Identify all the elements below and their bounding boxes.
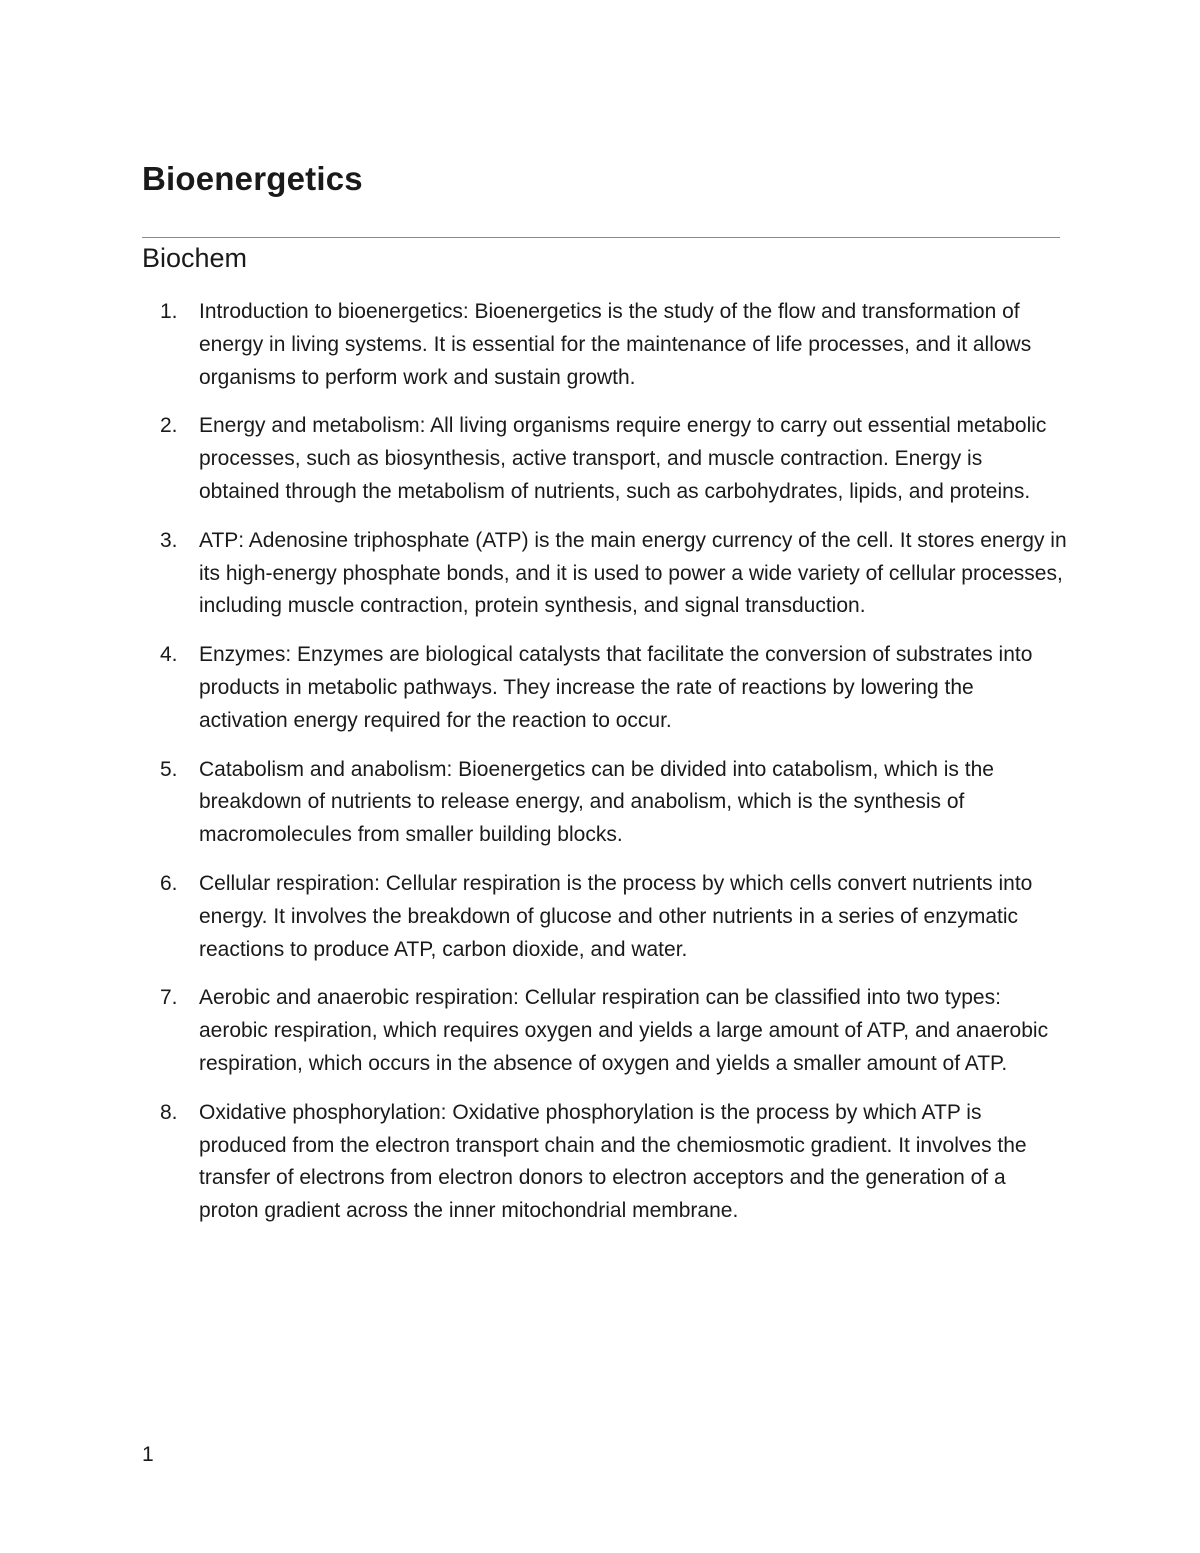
list-item — [142, 410, 1067, 508]
list-item-number: 3. — [160, 528, 178, 552]
list-item — [142, 868, 1067, 966]
numbered-list — [142, 296, 1067, 1244]
list-item — [142, 982, 1067, 1080]
list-item-text: Enzymes: Enzymes are biological catalysts that facilitate the conversion of substrates into products in metabolic pathways. They increase the rate of reactions by lowering the activation energy required for the reaction to occur. — [199, 643, 1033, 732]
list-item-number: 4. — [160, 643, 178, 667]
list-item-number: 8. — [160, 1100, 178, 1124]
list-item — [142, 1097, 1067, 1228]
list-item — [142, 754, 1067, 852]
list-item-text: ATP: Adenosine triphosphate (ATP) is the main energy currency of the cell. It stores energy in its high-energy phosphate bonds, and it is used to power a wide variety of cellular processes, including muscle contraction, protein synthesis, and signal transduction. — [199, 528, 1067, 618]
list-item-text: Catabolism and anabolism: Bioenergetics can be divided into catabolism, which is the breakdown of nutrients to release energy, and anabolism, which is the synthesis of macromolecules from smaller building blocks. — [199, 757, 994, 847]
list-item — [142, 296, 1067, 394]
section-heading: Biochem — [142, 243, 248, 273]
list-item-text: Oxidative phosphorylation: Oxidative phosphorylation is the process by which ATP is produced from the electron transport chain and the chemiosmotic gradient. It involves the transfer of electrons from electron donors to electron acceptors and the generation of a proton gradient across the inner mitochondrial membrane. — [199, 1100, 1027, 1223]
list-item-number: 2. — [160, 414, 178, 438]
page-number: 1 — [142, 1443, 154, 1466]
list-item-number: 1. — [160, 300, 178, 323]
list-item-text: Energy and metabolism: All living organisms require energy to carry out essential metabolic processes, such as biosynthesis, active transport, and muscle contraction. Energy is obtained through the metabolism of nutrients, such as carbohydrates, lipids, and proteins. — [199, 414, 1047, 503]
list-item-text: Cellular respiration: Cellular respiration is the process by which cells convert nutrients into energy. It involves the breakdown of glucose and other nutrients in a series of enzymatic reactions to produce ATP, carbon dioxide, and water. — [199, 871, 1033, 961]
list-item — [142, 525, 1067, 623]
list-item-number: 6. — [160, 871, 178, 895]
list-item-text: Introduction to bioenergetics: Bioenergetics is the study of the flow and transformation of energy in living systems. It is essential for the maintenance of life processes, and it allows organisms to perform work and sustain growth. — [199, 300, 1032, 389]
page-title: Bioenergetics — [142, 160, 363, 197]
list-item — [142, 639, 1067, 737]
list-item-number: 7. — [160, 986, 178, 1010]
list-item-text: Aerobic and anaerobic respiration: Cellular respiration can be classified into two types: aerobic respiration, which requires oxygen and yields a large amount of ATP, and anaerobic respiration, which occurs in the absence of oxygen and yields a smaller amount of ATP. — [199, 986, 1049, 1075]
list-item-number: 5. — [160, 757, 178, 781]
title-divider — [142, 237, 1060, 238]
